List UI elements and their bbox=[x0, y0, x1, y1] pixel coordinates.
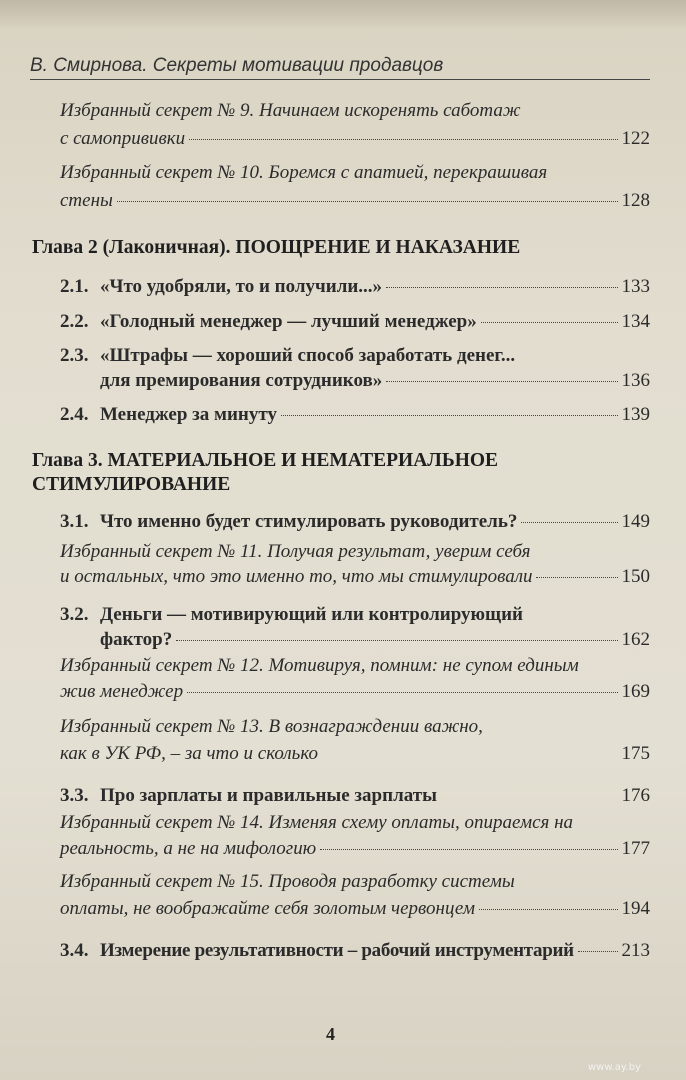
toc-entry-text: Что именно будет стимулировать руководитель? bbox=[100, 511, 518, 532]
toc-section-3-4 bbox=[60, 940, 650, 962]
dot-leader bbox=[189, 139, 617, 140]
toc-page-number: 133 bbox=[621, 276, 650, 297]
toc-section-3-2-line1 bbox=[60, 604, 523, 626]
toc-section-2-3-line1 bbox=[60, 345, 515, 367]
toc-secret-9-line2 bbox=[60, 128, 650, 150]
toc-page-number: 175 bbox=[621, 743, 650, 764]
toc-page-number: 149 bbox=[621, 511, 650, 532]
section-number: 3.4. bbox=[60, 940, 89, 961]
dot-leader bbox=[320, 849, 617, 850]
toc-page-number: 139 bbox=[621, 404, 650, 425]
toc-secret-12-line2 bbox=[60, 681, 650, 703]
dot-leader bbox=[176, 640, 617, 641]
dot-leader bbox=[117, 201, 618, 202]
section-number: 3.1. bbox=[60, 511, 89, 532]
toc-entry-text: жив менеджер bbox=[60, 681, 184, 702]
toc-entry-text: Про зарплаты и правильные зарплаты bbox=[100, 785, 437, 806]
chapter-2-heading: Глава 2 (Лаконичная). ПООЩРЕНИЕ И НАКАЗАНИЕ bbox=[32, 237, 521, 258]
section-number: 2.1. bbox=[60, 276, 89, 297]
toc-secret-13-line2 bbox=[60, 743, 650, 765]
watermark: www.ay.by bbox=[588, 1062, 641, 1073]
toc-secret-14-line1: Избранный секрет № 14. Изменяя схему оплаты, опираемся на bbox=[60, 812, 574, 833]
toc-secret-12-line1: Избранный секрет № 12. Мотивируя, помним: не супом единым bbox=[60, 655, 579, 676]
dot-leader bbox=[281, 415, 618, 416]
section-number: 3.2. bbox=[60, 604, 89, 625]
section-number: 2.4. bbox=[60, 404, 89, 425]
dot-leader bbox=[187, 692, 617, 693]
toc-secret-11-line2 bbox=[60, 566, 650, 588]
dot-leader bbox=[479, 909, 617, 910]
toc-page-number: 162 bbox=[621, 629, 650, 650]
dot-leader bbox=[536, 577, 617, 578]
dot-leader bbox=[386, 287, 617, 288]
page-number: 4 bbox=[326, 1024, 335, 1044]
dot-leader bbox=[521, 522, 617, 523]
toc-page-number: 122 bbox=[621, 128, 650, 149]
toc-secret-10-line1: Избранный секрет № 10. Боремся с апатией, перекрашивая bbox=[60, 162, 548, 183]
chapter-3-heading-line1: Глава 3. МАТЕРИАЛЬНОЕ И НЕМАТЕРИАЛЬНОЕ bbox=[32, 450, 499, 471]
toc-entry-text: как в УК РФ, – за что и сколько bbox=[60, 743, 318, 764]
dot-leader bbox=[578, 951, 618, 952]
toc-entry-text: Измерение результативности – рабочий инструментарий bbox=[100, 940, 574, 961]
toc-section-3-2-line2 bbox=[100, 629, 650, 651]
section-number: 2.3. bbox=[60, 345, 89, 366]
toc-page-number: 136 bbox=[621, 370, 650, 391]
toc-entry-text: фактор? bbox=[100, 629, 173, 650]
toc-secret-11-line1: Избранный секрет № 11. Получая результат, уверим себя bbox=[60, 541, 531, 562]
toc-entry-text: с самопрививки bbox=[60, 128, 186, 149]
chapter-3-heading-line2: СТИМУЛИРОВАНИЕ bbox=[32, 474, 231, 495]
toc-entry-text: стены bbox=[60, 190, 113, 211]
toc-page-number: 194 bbox=[621, 898, 650, 919]
toc-section-2-4 bbox=[60, 404, 650, 426]
toc-secret-10-line2 bbox=[60, 190, 650, 212]
toc-section-2-2 bbox=[60, 311, 650, 333]
dot-leader bbox=[441, 796, 618, 797]
toc-secret-9-line1: Избранный секрет № 9. Начинаем искоренять саботаж bbox=[60, 100, 521, 121]
toc-page-number: 169 bbox=[621, 681, 650, 702]
toc-section-2-3-line2 bbox=[100, 370, 650, 392]
toc-page-number: 150 bbox=[621, 566, 650, 587]
toc-page-number: 128 bbox=[621, 190, 650, 211]
toc-entry-text: реальность, а не на мифологию bbox=[60, 838, 317, 859]
toc-section-3-1 bbox=[60, 511, 650, 533]
toc-secret-14-line2 bbox=[60, 838, 650, 860]
dot-leader bbox=[386, 381, 617, 382]
toc-page-number: 177 bbox=[621, 838, 650, 859]
toc-entry-text: для премирования сотрудников» bbox=[100, 370, 383, 391]
toc-secret-13-line1: Избранный секрет № 13. В вознаграждении важно, bbox=[60, 716, 483, 737]
dot-leader bbox=[322, 754, 618, 755]
toc-entry-text: «Штрафы — хороший способ заработать денег... bbox=[100, 345, 516, 366]
section-number: 2.2. bbox=[60, 311, 89, 332]
toc-page-number: 213 bbox=[621, 940, 650, 961]
section-number: 3.3. bbox=[60, 785, 89, 806]
toc-entry-text: оплаты, не воображайте себя золотым червонцем bbox=[60, 898, 476, 919]
toc-page-number: 134 bbox=[621, 311, 650, 332]
toc-section-3-3 bbox=[60, 785, 650, 807]
toc-secret-15-line1: Избранный секрет № 15. Проводя разработку системы bbox=[60, 871, 515, 892]
toc-secret-15-line2 bbox=[60, 898, 650, 920]
toc-section-2-1 bbox=[60, 276, 650, 298]
toc-page-number: 176 bbox=[621, 785, 650, 806]
toc-entry-text: «Голодный менеджер — лучший менеджер» bbox=[100, 311, 477, 332]
toc-entry-text: «Что удобряли, то и получили...» bbox=[100, 276, 383, 297]
toc-entry-text: Менеджер за минуту bbox=[100, 404, 277, 425]
toc-entry-text: Деньги — мотивирующий или контролирующий bbox=[100, 604, 523, 625]
toc-entry-text: и остальных, что это именно то, что мы стимулировали bbox=[60, 566, 533, 587]
running-header: В. Смирнова. Секреты мотивации продавцов bbox=[30, 55, 444, 76]
dot-leader bbox=[481, 322, 618, 323]
